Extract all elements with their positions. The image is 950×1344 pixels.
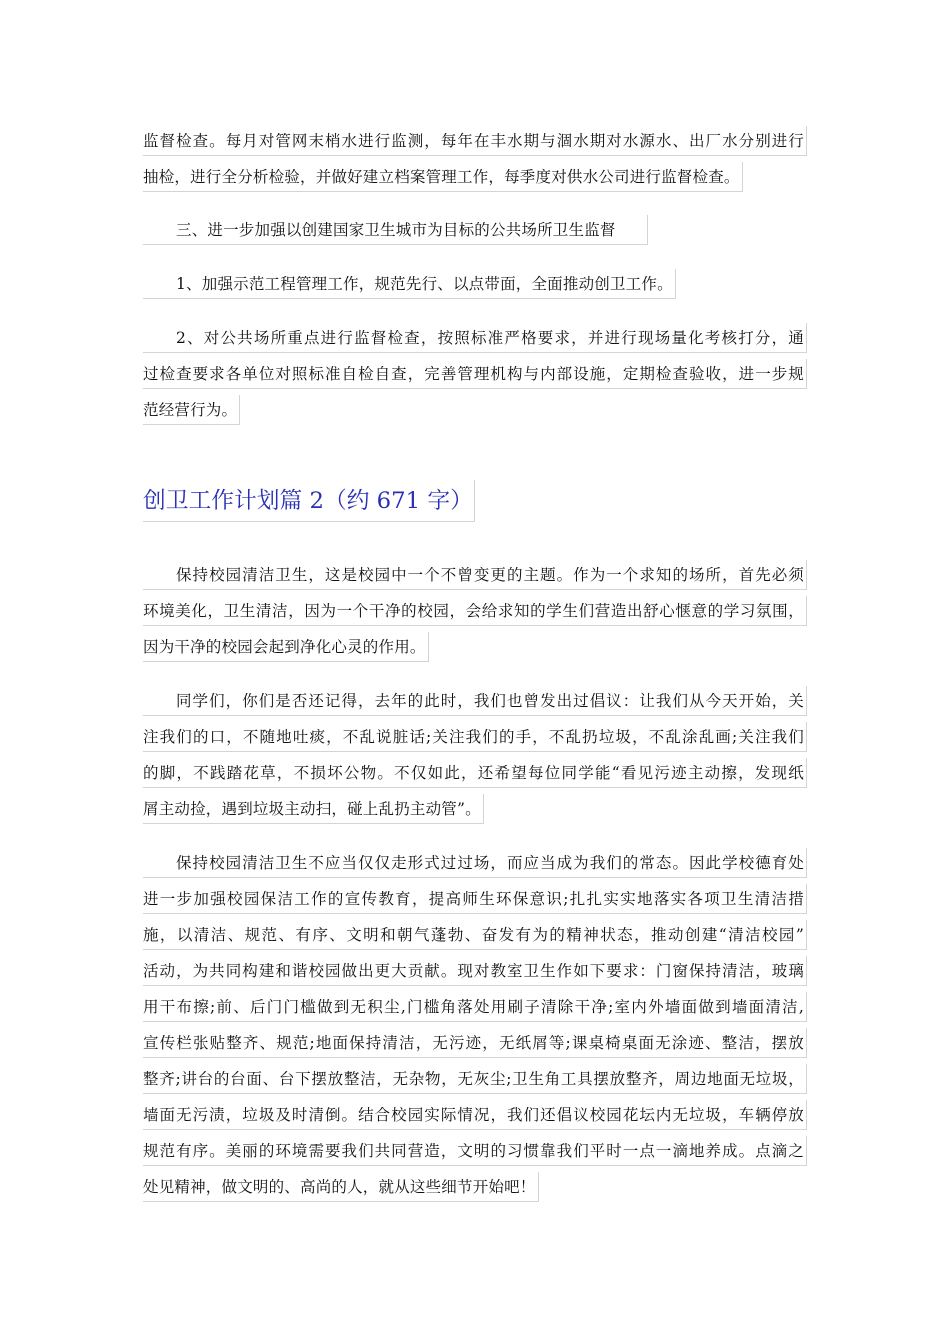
text-line: 处见精神，做文明的、高尚的人，就从这些细节开始吧！: [143, 1172, 539, 1202]
text-line: 环境美化，卫生清洁，因为一个干净的校园，会给求知的学生们营造出舒心惬意的学习氛围，: [143, 596, 807, 626]
text-line: 进一步加强校园保洁工作的宣传教育，提高师生环保意识;扎扎实实地落实各项卫生清洁措: [143, 884, 807, 914]
text-line: 用干布擦;前、后门门槛做到无积尘,门槛角落处用刷子清除干净;室内外墙面做到墙面清洁,: [143, 992, 807, 1022]
text-line: 注我们的口，不随地吐痰，不乱说脏话;关注我们的手，不乱扔垃圾，不乱涂乱画;关注我们: [143, 722, 807, 752]
text-line: 的脚，不践踏花草，不损坏公物。不仅如此，还希望每位同学能“看见污迹主动擦，发现纸: [143, 758, 807, 788]
text-line: 墙面无污渍，垃圾及时清倒。结合校园实际情况，我们还倡议校园花坛内无垃圾，车辆停放: [143, 1100, 807, 1130]
text-line: 监督检查。每月对管网末梢水进行监测，每年在丰水期与涸水期对水源水、出厂水分别进行: [143, 126, 807, 156]
list-item: 1、加强示范工程管理工作，规范先行、以点带面，全面推动创卫工作。: [143, 269, 676, 299]
text-line: 保持校园清洁卫生不应当仅仅走形式过过场，而应当成为我们的常态。因此学校德育处: [143, 848, 807, 878]
text-line: 宣传栏张贴整齐、规范;地面保持清洁，无污迹，无纸屑等;课桌椅桌面无涂迹、整洁，摆放: [143, 1028, 807, 1058]
text-line: 屑主动捡，遇到垃圾主动扫，碰上乱扔主动管”。: [143, 794, 484, 824]
text-line: 范经营行为。: [143, 395, 240, 425]
text-line: 规范有序。美丽的环境需要我们共同营造，文明的习惯靠我们平时一点一滴地养成。点滴之: [143, 1136, 807, 1166]
section-title: 三、进一步加强以创建国家卫生城市为目标的公共场所卫生监督: [143, 215, 648, 245]
text-line: 因为干净的校园会起到净化心灵的作用。: [143, 632, 429, 662]
text-line: 同学们，你们是否还记得，去年的此时，我们也曾发出过倡议：让我们从今天开始，关: [143, 686, 807, 716]
text-line: 整齐;讲台的台面、台下摆放整洁，无杂物，无灰尘;卫生角工具摆放整齐，周边地面无垃圾，: [143, 1064, 807, 1094]
section-heading: 创卫工作计划篇 2（约 671 字）: [143, 480, 475, 522]
text-line: 保持校园清洁卫生，这是校园中一个不曾变更的主题。作为一个求知的场所，首先必须: [143, 560, 807, 590]
text-line: 活动，为共同构建和谐校园做出更大贡献。现对教室卫生作如下要求：门窗保持清洁，玻璃: [143, 956, 807, 986]
text-line: 过检查要求各单位对照标准自检自查，完善管理机构与内部设施，定期检查验收，进一步规: [143, 359, 807, 389]
text-line: 施，以清洁、规范、有序、文明和朝气蓬勃、奋发有为的精神状态，推动创建“清洁校园”: [143, 920, 807, 950]
text-line: 抽检，进行全分析检验，并做好建立档案管理工作，每季度对供水公司进行监督检查。: [143, 162, 743, 192]
text-line: 2、对公共场所重点进行监督检查，按照标准严格要求，并进行现场量化考核打分，通: [143, 323, 807, 353]
